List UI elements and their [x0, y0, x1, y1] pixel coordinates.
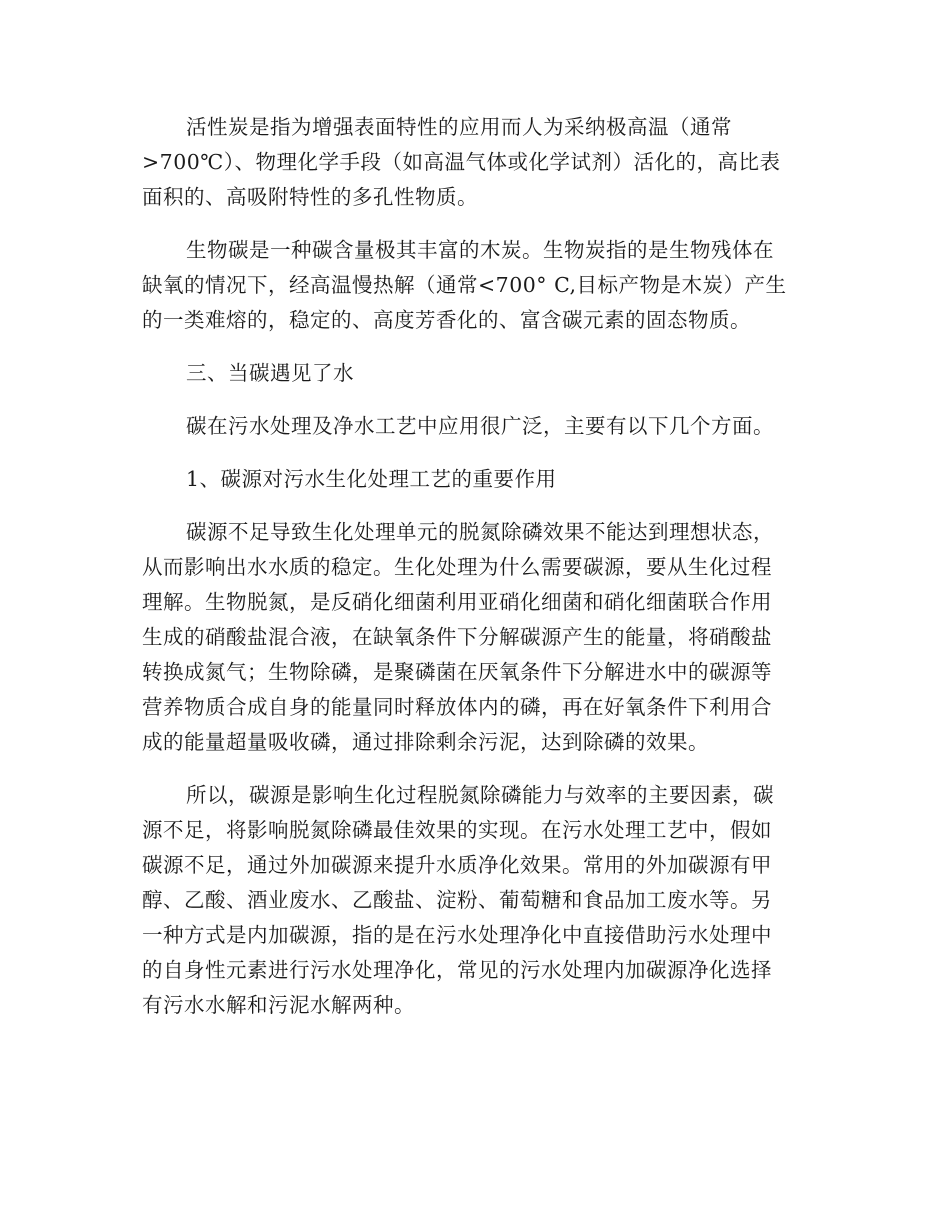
- text-line: 有污水水解和污泥水解两种。: [142, 993, 415, 1017]
- text-line: 理解。生物脱氮，是反硝化细菌利用亚硝化细菌和硝化细菌联合作用: [142, 590, 772, 614]
- text-line: 的自身性元素进行污水处理净化，常见的污水处理内加碳源净化选择: [142, 958, 772, 982]
- text-line: 碳源不足，通过外加碳源来提升水质净化效果。常用的外加碳源有甲: [142, 853, 772, 877]
- paragraph-intro: [142, 409, 802, 444]
- subsection-heading: [142, 462, 802, 497]
- document-body: [142, 110, 802, 1041]
- text-line: 生物碳是一种碳含量极其丰富的木炭。生物炭指的是生物残体在: [186, 238, 774, 262]
- paragraph-carbon-source-factors: [142, 778, 802, 1023]
- text-line: 醇、乙酸、酒业废水、乙酸盐、淀粉、葡萄糖和食品加工废水等。另: [142, 888, 772, 912]
- text-line: 营养物质合成自身的能量同时释放体内的磷，再在好氧条件下利用合: [142, 695, 772, 719]
- section-heading: [142, 356, 802, 391]
- paragraph-activated-carbon: [142, 110, 802, 215]
- text-line: 面积的、高吸附特性的多孔性物质。: [142, 185, 478, 209]
- text-line: 碳在污水处理及净水工艺中应用很广泛，主要有以下几个方面。: [186, 414, 774, 438]
- text-line: 活性炭是指为增强表面特性的应用而人为采纳极高温（通常: [186, 115, 732, 139]
- paragraph-biochar: [142, 233, 802, 338]
- text-line: 成的能量超量吸收磷，通过排除剩余污泥，达到除磷的效果。: [142, 730, 709, 754]
- text-line: >700℃）、物理化学手段（如高温气体或化学试剂）活化的，高比表: [142, 150, 781, 174]
- text-line: 一种方式是内加碳源，指的是在污水处理净化中直接借助污水处理中: [142, 923, 772, 947]
- subsection-heading-text: 1、碳源对污水生化处理工艺的重要作用: [186, 467, 557, 491]
- text-line: 所以，碳源是影响生化过程脱氮除磷能力与效率的主要因素，碳: [186, 783, 774, 807]
- text-line: 从而影响出水水质的稳定。生化处理为什么需要碳源，要从生化过程: [142, 555, 772, 579]
- text-line: 生成的硝酸盐混合液，在缺氧条件下分解碳源产生的能量，将硝酸盐: [142, 625, 772, 649]
- paragraph-carbon-source-deficiency: [142, 515, 802, 760]
- section-heading-text: 三、当碳遇见了水: [186, 361, 354, 385]
- text-line: 碳源不足导致生化处理单元的脱氮除磷效果不能达到理想状态，: [186, 520, 774, 544]
- text-line: 缺氧的情况下，经高温慢热解（通常<700° C,目标产物是木炭）产生: [142, 273, 787, 297]
- text-line: 的一类难熔的，稳定的、高度芳香化的、富含碳元素的固态物质。: [142, 308, 751, 332]
- text-line: 转换成氮气；生物除磷，是聚磷菌在厌氧条件下分解进水中的碳源等: [142, 660, 772, 684]
- text-line: 源不足，将影响脱氮除磷最佳效果的实现。在污水处理工艺中，假如: [142, 818, 772, 842]
